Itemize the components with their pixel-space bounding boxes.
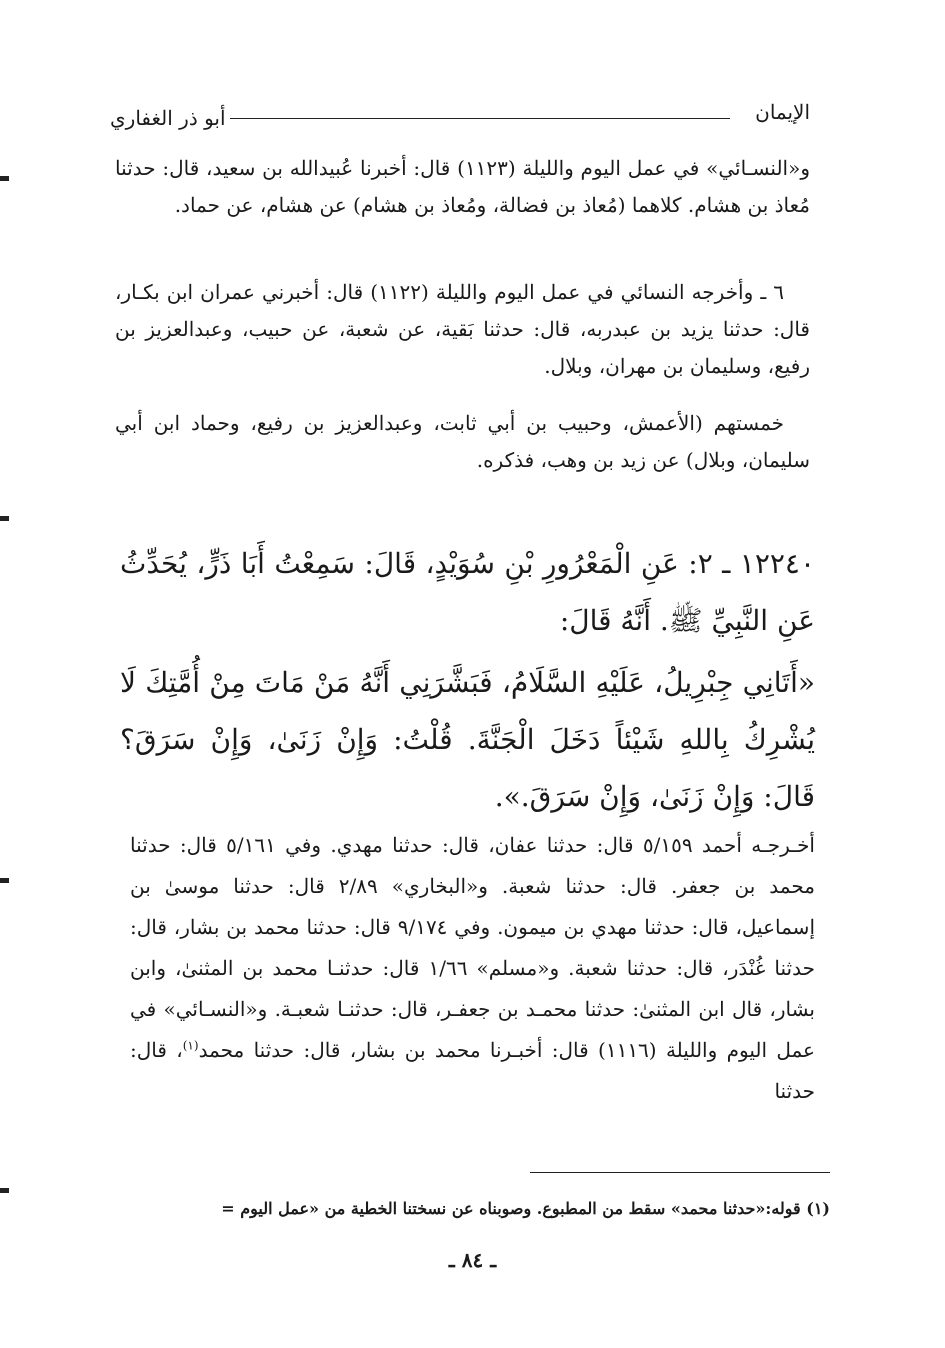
paragraph-chain-6 (115, 274, 810, 385)
takhrij-text: أخـرجـه أحمد ٥/١٥٩ قال: حدثنا عفان، قال: حدثنا مهدي. وفي ٥/١٦١ قال: حدثنا محمد بن جعفر. قال: حدثنا شعبة. و«البخاري» ٢/٨٩ قال: حدثنا موسىٰ بن إسماعيل، قال: حدثنا مهدي بن ميمون. وفي ٩/١٧٤ قال: حدثنا محمد بن بشار، قال: حدثنا غُنْدَر، قال: حدثنا شعبة. و«مسلم» ١/٦٦ قال: حدثنـا محمد بن المثنىٰ، وابن بشار، قال ابن المثنىٰ: حدثنا محمـد بن جعفـر، قال: حدثنـا شعبـة. و«النسـائي» في عمل اليوم والليلة (١١١٦) قال: أخبـرنا محمد بن بشار، قال: حدثنا محمد (130, 833, 815, 1062)
paragraph-text: و«النسـائي» في عمل اليوم والليلة (١١٢٣) قال: أخبرنا عُبيدالله بن سعيد، قال: حدثنا مُعاذ بن هشام. كلاهما (مُعاذ بن فضالة، ومُعاذ بن هشام) عن هشام، عن حماد. (115, 156, 810, 217)
page-number: ـ ٨٤ ـ (448, 1248, 497, 1272)
takhrij-tail: ، قال: حدثنا (130, 1038, 815, 1103)
hadith-intro (120, 535, 815, 649)
hadith-intro-text: ١٢٢٤٠ ـ ٢: عَنِ الْمَعْرُورِ بْنِ سُوَيْدٍ، قَالَ: سَمِعْتُ أَبَا ذَرٍّ، يُحَدِّثُ عَنِ النَّبِيِّ ﷺ. أَنَّهُ قَالَ: (120, 547, 815, 637)
paragraph-summary (115, 405, 810, 479)
header-rule (230, 118, 730, 119)
footnote-rule (530, 1172, 830, 1173)
scan-edge-mark (0, 516, 9, 521)
hadith-matn: «أَتَانِي جِبْرِيلُ، عَلَيْهِ السَّلَامُ، فَبَشَّرَنِي أَنَّهُ مَنْ مَاتَ مِنْ أُمَّتِكَ لَا يُشْرِكُ بِاللهِ شَيْئاً دَخَلَ الْجَنَّةَ. قُلْتُ: وَإِنْ زَنَىٰ، وَإِنْ سَرَقَ؟ قَالَ: وَإِنْ زَنَىٰ، وَإِنْ سَرَقَ.». (120, 666, 815, 813)
paragraph-text: خمستهم (الأعمش، وحبيب بن أبي ثابت، وعبدالعزيز بن رفيع، وحماد ابن أبي سليمان، وبلال) عن زيد بن وهب، فذكره. (115, 411, 810, 472)
footnote (110, 1196, 830, 1222)
footnote-text: (١) قوله:«حدثنا محمد» سقط من المطبوع. وصوبناه عن نسختنا الخطية من «عمل اليوم = (221, 1199, 830, 1218)
chapter-title: الإيمان (755, 100, 810, 124)
paragraph-text: ٦ ـ وأخرجه النسائي في عمل اليوم والليلة (١١٢٢) قال: أخبرني عمران ابن بكـار، قال: حدثنا يزيد بن عبدربه، قال: حدثنا بَقية، عن شعبة، عن حبيب، وعبدالعزيز بن رفيع، وسليمان بن مهران، وبلال. (115, 280, 810, 378)
scan-edge-mark (0, 878, 9, 883)
footnote-reference: (١) (182, 1038, 199, 1053)
running-header (110, 96, 810, 136)
scan-edge-mark (0, 1188, 9, 1193)
section-title: أبو ذر الغفاري (110, 106, 226, 130)
takhrij-paragraph (130, 825, 815, 1112)
scan-edge-mark (0, 176, 9, 181)
hadith-text (120, 654, 815, 825)
paragraph-nasai-1123 (115, 150, 810, 224)
